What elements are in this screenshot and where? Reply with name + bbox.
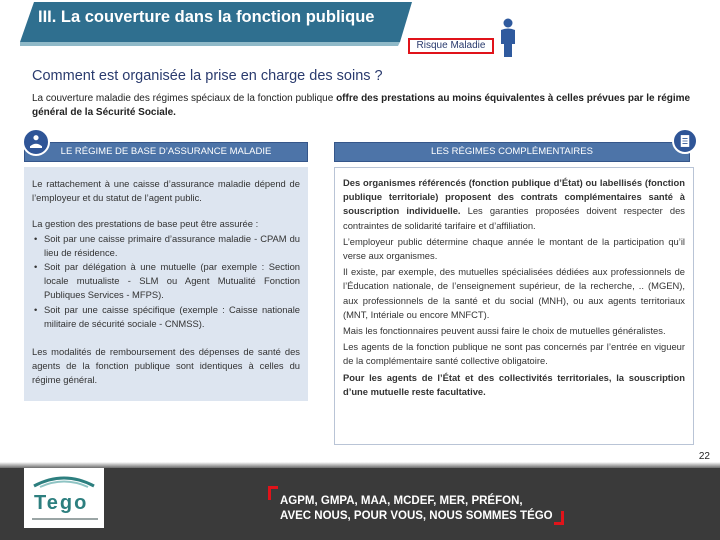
tego-logo [24, 468, 104, 528]
logo-text: Tego [34, 492, 89, 514]
left-panel-header: LE RÉGIME DE BASE D’ASSURANCE MALADIE [24, 142, 308, 162]
right-panel-body [334, 167, 694, 445]
logo-mark-icon [32, 474, 96, 488]
page-number: 22 [698, 451, 710, 462]
section-banner [20, 2, 410, 46]
section-title: III. La couverture dans la fonction publique [38, 8, 375, 26]
bracket-right-icon [554, 511, 564, 525]
document-icon [672, 128, 698, 154]
left-bullet-list [32, 232, 300, 331]
right-panel-header: LES RÉGIMES COMPLÉMENTAIRES [334, 142, 690, 162]
logo-underline [32, 518, 98, 520]
right-paragraph-1-rest: Les garanties proposées doivent respecter des contraintes de solidarité tarifaire et d’affiliation. [343, 205, 685, 231]
right-paragraph-1 [343, 176, 685, 233]
right-paragraph-6-bold: Pour les agents de l’État et des collectivités territoriales, la souscription d’une mutuelle reste facultative. [343, 371, 685, 397]
intro-text-bold: offre des prestations au moins équivalentes à celles prévues par le régime général de la Sécurité Sociale. [32, 93, 691, 118]
slogan-line-2: AVEC NOUS, POUR VOUS, NOUS SOMMES TÉGO [280, 510, 553, 522]
left-panel-body [24, 167, 308, 401]
left-paragraph-3: Les modalités de remboursement des dépenses de santé des agents de la fonction publique sont identiques à celles du régime général. [32, 346, 300, 386]
right-paragraph-6 [343, 371, 685, 399]
right-paragraph-5: Les agents de la fonction publique ne sont pas concernés par l’entrée en vigueur de la complémentaire santé collective obligatoire. [343, 341, 685, 367]
health-care-icon [22, 128, 50, 156]
person-icon [498, 18, 518, 58]
left-paragraph-2: La gestion des prestations de base peut être assurée : [32, 218, 259, 230]
page-subtitle: Comment est organisée la prise en charge des soins ? [32, 68, 383, 84]
intro-text [32, 92, 692, 120]
footer-slogan [280, 494, 553, 524]
slogan-line-1: AGPM, GMPA, MAA, MCDEF, MER, PRÉFON, [280, 495, 523, 507]
right-paragraph-4: Mais les fonctionnaires peuvent aussi faire le choix de mutuelles généralistes. [343, 325, 666, 337]
right-paragraph-3: Il existe, par exemple, des mutuelles spécialisées dédiées aux professionnels de l’Éducation nationale, de l’enseignement supérieur, de la recherche, .. (MGEN), aux professionnels de la santé et du social (MNH), ou aux agents territoriaux (MNT, Intériale ou encore MNFCT). [343, 266, 685, 320]
list-item: • Soit par délégation à une mutuelle (par exemple : Section locale mutualiste - SLM ou Agent Mutualité Fonction Publiques Services - MFPS). [32, 260, 300, 303]
list-item: • Soit par une caisse spécifique (exemple : Caisse nationale militaire de sécurité sociale - CNMSS). [32, 303, 300, 331]
list-item: • Soit par une caisse primaire d’assurance maladie - CPAM du lieu de résidence. [32, 232, 300, 260]
right-paragraph-2: L’employeur public détermine chaque année le montant de la participation qu’il verse aux organismes. [343, 235, 685, 262]
intro-text-start: La couverture maladie des régimes spéciaux de la fonction publique [32, 93, 337, 104]
bracket-left-icon [268, 486, 278, 500]
right-paragraph-1-bold: Des organismes référencés (fonction publique d’État) ou labellisés (fonction publique territoriale) proposent des contrats complémentaires santé à souscription individuelle. [343, 177, 685, 217]
left-paragraph-1: Le rattachement à une caisse d’assurance maladie dépend de l’employeur et du statut de l’agent public. [32, 178, 300, 204]
risk-badge: Risque Maladie [408, 38, 494, 54]
